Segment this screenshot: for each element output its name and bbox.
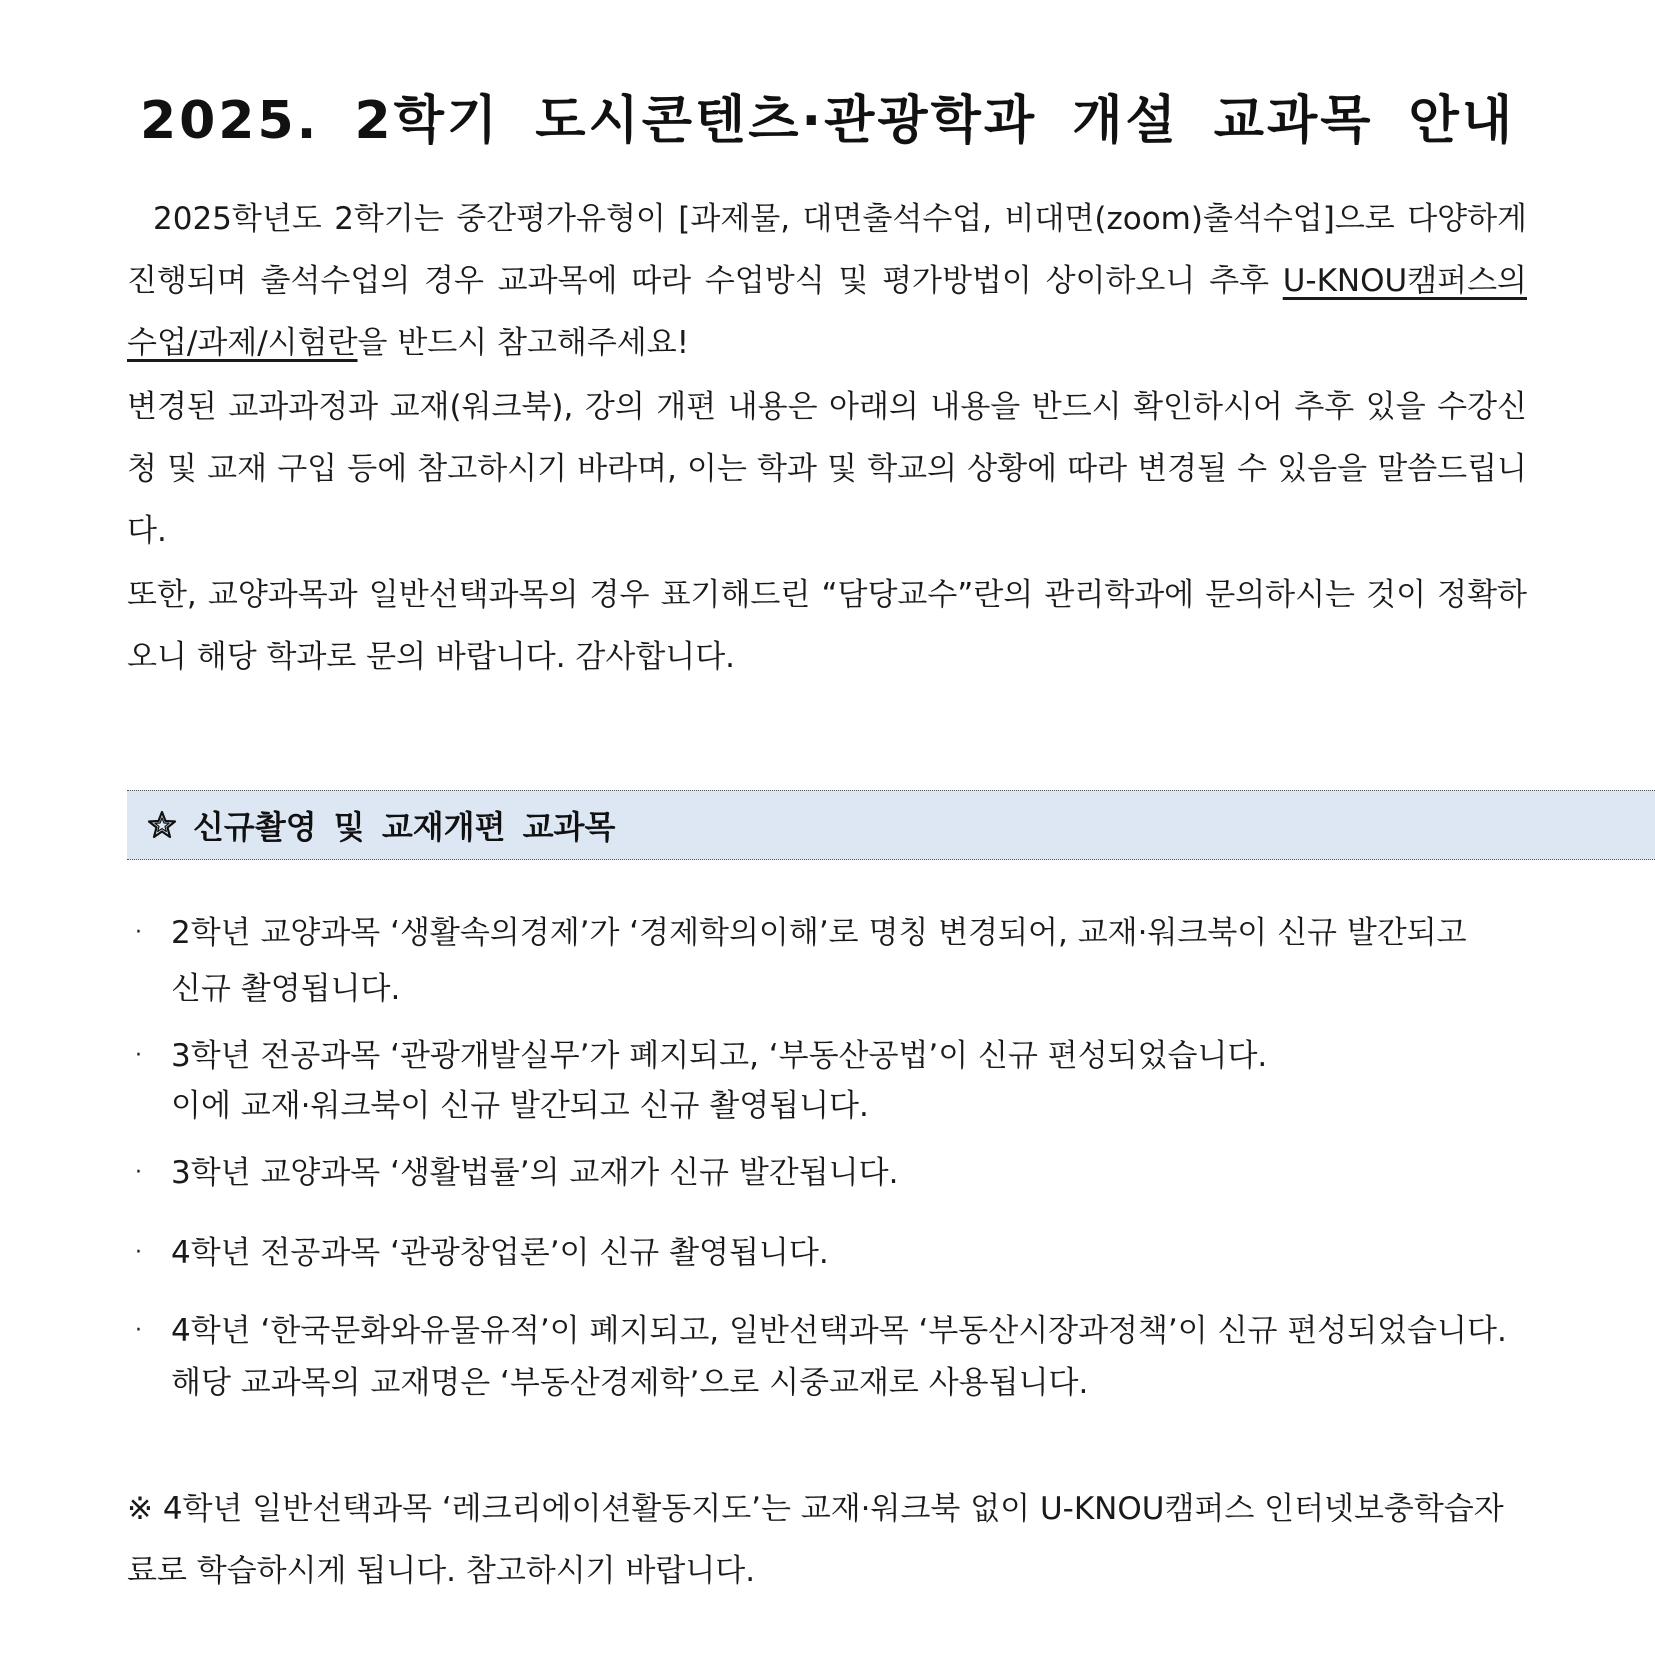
- list-item-line: 3학년 전공과목 ‘관광개발실무’가 폐지되고, ‘부동산공법’이 신규 편성되었습니다.: [171, 1038, 1268, 1074]
- list-item-line: 이에 교재·워크북이 신규 발간되고 신규 촬영됩니다.: [171, 1088, 869, 1124]
- list-item: [127, 1031, 1547, 1131]
- campus-menu-reference: U-KNOU캠퍼스의 수업/과제/시험란: [127, 263, 1527, 361]
- intro-paragraph-3: 또한, 교양과목과 일반선택과목의 경우 표기해드린 “담당교수”란의 관리학과에 문의하시는 것이 정확하오니 해당 학과로 문의 바랍니다. 감사합니다.: [127, 577, 1527, 675]
- bullet-dot: ·: [135, 1240, 142, 1265]
- intro-paragraph-1: [127, 188, 1527, 374]
- section-title: 신규촬영 및 교재개편 교과목: [193, 808, 616, 846]
- intro-paragraph-1-end: 을 반드시 참고해주세요!: [357, 325, 690, 361]
- bullet-dot: ·: [135, 1160, 142, 1185]
- bullet-dot: ·: [135, 1318, 142, 1343]
- list-item: [127, 1225, 1547, 1281]
- list-item-line: 3학년 교양과목 ‘생활법률’의 교재가 신규 발간됩니다.: [171, 1155, 899, 1191]
- bullet-dot: ·: [135, 1043, 142, 1068]
- list-item-line: 해당 교과목의 교재명은 ‘부동산경제학’으로 시중교재로 사용됩니다.: [171, 1365, 1089, 1401]
- list-item-line: 4학년 전공과목 ‘관광창업론’이 신규 촬영됩니다.: [171, 1235, 829, 1271]
- section-header: [127, 790, 1655, 860]
- list-item-line: 신규 촬영됩니다.: [171, 971, 401, 1007]
- list-item-line: 2학년 교양과목 ‘생활속의경제’가 ‘경제학의이해’로 명칭 변경되어, 교재·워크북이 신규 발간되고: [171, 915, 1467, 951]
- bullet-dot: ·: [135, 920, 142, 945]
- list-item: [127, 905, 1547, 1017]
- footnote: ※ 4학년 일반선택과목 ‘레크리에이션활동지도’는 교재·워크북 없이 U-KNOU캠퍼스 인터넷보충학습자료로 학습하시게 됩니다. 참고하시기 바랍니다.: [127, 1491, 1504, 1589]
- intro-paragraph-1-text: 2025학년도 2학기는 중간평가유형이 [과제물, 대면출석수업, 비대면(zoom)출석수업]으로 다양하게 진행되며 출석수업의 경우 교과목에 따라 수업방식 및 평가방법이 상이하오니 추후: [127, 201, 1527, 299]
- list-item: [127, 1145, 1547, 1201]
- list-item: [127, 1305, 1547, 1409]
- change-list: [127, 905, 1547, 1423]
- page-title: 2025. 2학기 도시콘텐츠·관광학과 개설 교과목 안내: [139, 91, 1516, 151]
- intro-block: [127, 188, 1527, 690]
- list-item-line: 4학년 ‘한국문화와유물유적’이 폐지되고, 일반선택과목 ‘부동산시장과정책’이 신규 편성되었습니다.: [171, 1313, 1507, 1349]
- intro-paragraph-2: 변경된 교과과정과 교재(워크북), 강의 개편 내용은 아래의 내용을 반드시 확인하시어 추후 있을 수강신청 및 교재 구입 등에 참고하시기 바라며, 이는 학과 및 학교의 상황에 따라 변경될 수 있음을 말씀드립니다.: [127, 389, 1527, 549]
- star-icon: [147, 810, 177, 840]
